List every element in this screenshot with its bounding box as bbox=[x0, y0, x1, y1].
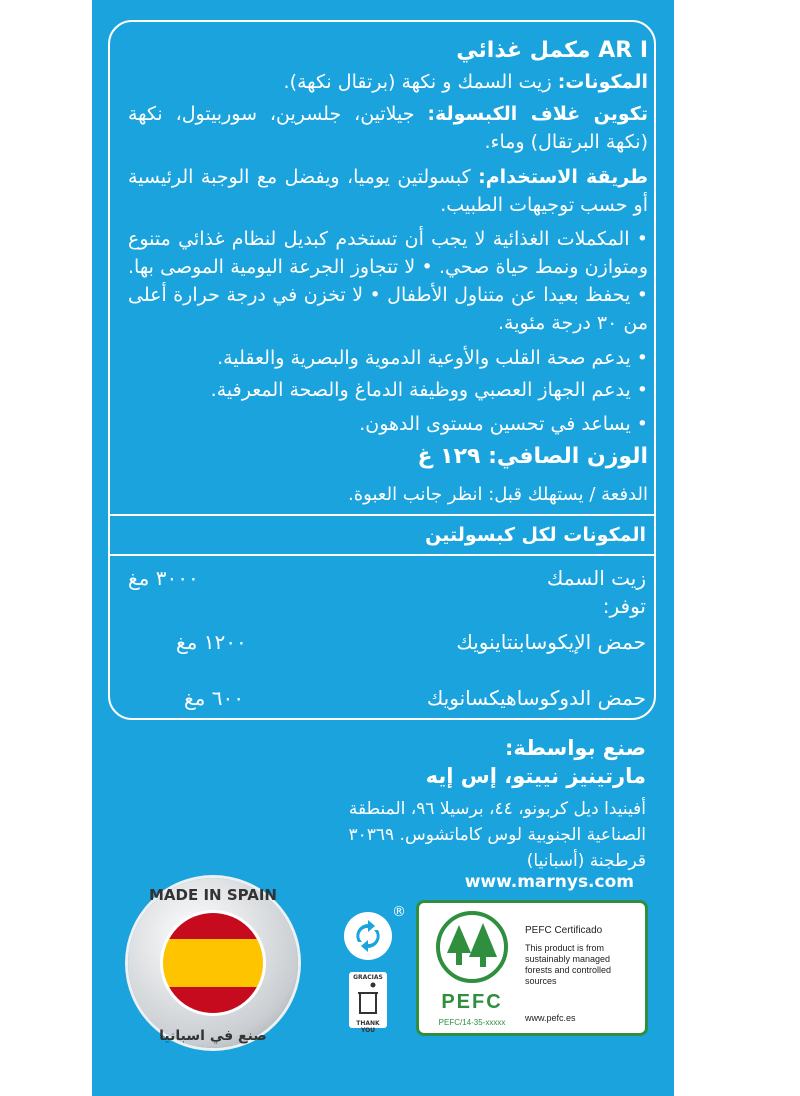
divider bbox=[110, 514, 654, 516]
pefc-url: www.pefc.es bbox=[525, 1013, 576, 1023]
usage-line bbox=[128, 163, 648, 219]
recycle-icon bbox=[344, 912, 392, 960]
made-in-spain-text: MADE IN SPAIN bbox=[149, 886, 277, 904]
table-row-name: حمض الدوكوساهيكسانويك bbox=[426, 686, 646, 710]
benefit-item: • يدعم صحة القلب والأوعية الدموية والبصرية والعقلية. bbox=[217, 347, 648, 369]
made-in-spain-badge bbox=[128, 878, 298, 1048]
website: www.marnys.com bbox=[464, 872, 634, 892]
pefc-logo-text: PEFC bbox=[441, 991, 503, 1013]
product-title: AR I مكمل غذائي bbox=[456, 38, 648, 63]
pefc-logo bbox=[425, 909, 519, 1027]
table-row-qty: ١٢٠٠ مغ bbox=[176, 630, 247, 654]
table-row-name: زيت السمك bbox=[546, 566, 646, 590]
table-row-name: توفر: bbox=[602, 594, 646, 618]
made-in-spain-arabic: صنع في اسبانيا bbox=[159, 1028, 267, 1044]
ingredients-line bbox=[128, 68, 648, 96]
maker-label: صنع بواسطة: bbox=[504, 736, 646, 760]
pefc-certified-label: PEFC Certificado bbox=[525, 925, 603, 936]
table-row-qty: ٦٠٠ مغ bbox=[184, 686, 244, 710]
bin-gracias-text: GRACIAS bbox=[353, 974, 383, 981]
registered-mark: ® bbox=[392, 904, 406, 920]
white-margin bbox=[674, 0, 800, 1096]
warnings-text: • المكملات الغذائية لا يجب أن تستخدم كبديل لنظام غذائي متنوع ومتوازن ونمط حياة صحي. • لا تتجاوز الجرعة اليومية الموصى بها. • يحفظ بعيدا عن متناول الأطفال • لا تخزن في درجة حرارة أعلى من ٣٠ درجة مئوية. bbox=[128, 228, 648, 334]
maker-company: مارتينيز نييتو، إس إيه bbox=[425, 764, 646, 788]
table-row-name: حمض الإيكوسابنتاينويك bbox=[456, 630, 646, 654]
bin-thank-you-text: THANK YOU bbox=[356, 1020, 380, 1034]
table-header: المكونات لكل كبسولتين bbox=[425, 524, 646, 546]
tidyman-bin-icon bbox=[349, 972, 387, 1034]
maker-address: أفينيدا ديل كربونو، ٤٤، برسيلا ٩٦، المنطقة الصناعية الجنوبية لوس كاماتشوس. ٣٠٣٦٩ قرطجنة (أسبانيا) bbox=[348, 799, 646, 871]
spain-flag-icon bbox=[160, 910, 266, 1016]
benefit-item: • يدعم الجهاز العصبي ووظيفة الدماغ والصحة المعرفية. bbox=[210, 379, 648, 401]
capsule-text: جيلاتين، جلسرين، سوربيتول، نكهة (نكهة البرتقال) وماء. bbox=[128, 103, 648, 153]
capsule-label: تكوين غلاف الكبسولة: bbox=[427, 103, 648, 125]
benefit-item: • يساعد في تحسين مستوى الدهون. bbox=[359, 413, 648, 435]
ingredients-text: زيت السمك و نكهة (برتقال نكهة). bbox=[283, 71, 558, 93]
table-row-qty: ٣٠٠٠ مغ bbox=[128, 566, 199, 590]
pefc-description: This product is from sustainably managed forests and controlled sources bbox=[525, 943, 612, 986]
ingredients-label: المكونات: bbox=[557, 71, 648, 93]
usage-label: طريقة الاستخدام: bbox=[478, 166, 648, 188]
pefc-certification-box bbox=[416, 900, 648, 1036]
batch-text: الدفعة / يستهلك قبل: انظر جانب العبوة. bbox=[348, 484, 648, 505]
pefc-code: PEFC/14-35-xxxxx bbox=[438, 1018, 506, 1027]
divider bbox=[110, 554, 654, 556]
usage-text: كبسولتين يوميا، ويفضل مع الوجبة الرئيسية أو حسب توجيهات الطبيب. bbox=[128, 166, 648, 216]
capsule-line bbox=[128, 100, 648, 156]
net-weight: الوزن الصافي: ١٢٩ غ bbox=[417, 444, 648, 469]
